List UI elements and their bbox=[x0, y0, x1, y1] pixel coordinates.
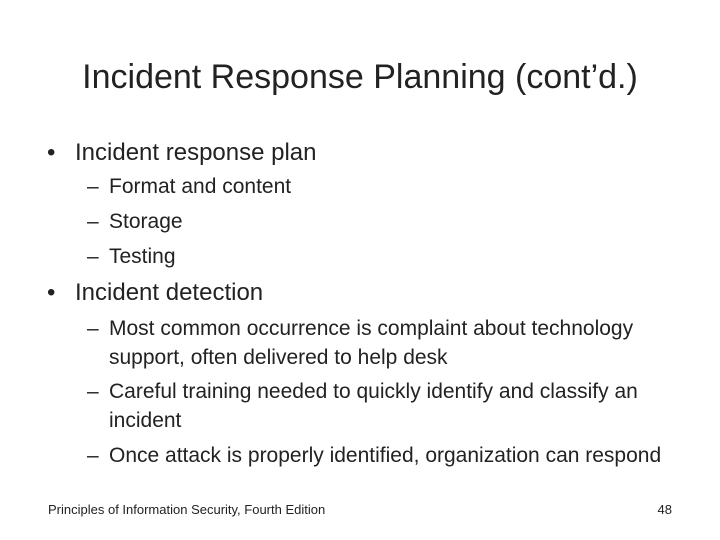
sub-bullet-text: Storage bbox=[109, 210, 183, 233]
footer-source: Principles of Information Security, Fourth Edition bbox=[48, 502, 326, 517]
sub-bullet-text: Most common occurrence is complaint about technology support, often delivered to help desk bbox=[109, 317, 634, 369]
sub-bullet-text: Careful training needed to quickly identify and classify an incident bbox=[109, 380, 638, 432]
sub-bullet-text: Format and content bbox=[109, 175, 292, 198]
sub-bullet-marker: – bbox=[87, 245, 99, 268]
sub-bullet-marker: – bbox=[87, 317, 99, 340]
sub-bullet-marker: – bbox=[87, 444, 99, 467]
bullet-text: Incident detection bbox=[75, 279, 264, 306]
sub-bullet-text: Testing bbox=[109, 245, 176, 268]
sub-bullet-marker: – bbox=[87, 380, 99, 403]
sub-bullet-marker: – bbox=[87, 175, 99, 198]
sub-bullet-marker: – bbox=[87, 210, 99, 233]
sub-bullet-text: Once attack is properly identified, organization can respond bbox=[109, 444, 662, 467]
page-number: 48 bbox=[657, 502, 672, 517]
slide-title: Incident Response Planning (cont’d.) bbox=[82, 58, 638, 96]
bullet-text: Incident response plan bbox=[75, 139, 317, 166]
bullet-marker: • bbox=[47, 279, 56, 306]
bullet-marker: • bbox=[47, 139, 56, 166]
